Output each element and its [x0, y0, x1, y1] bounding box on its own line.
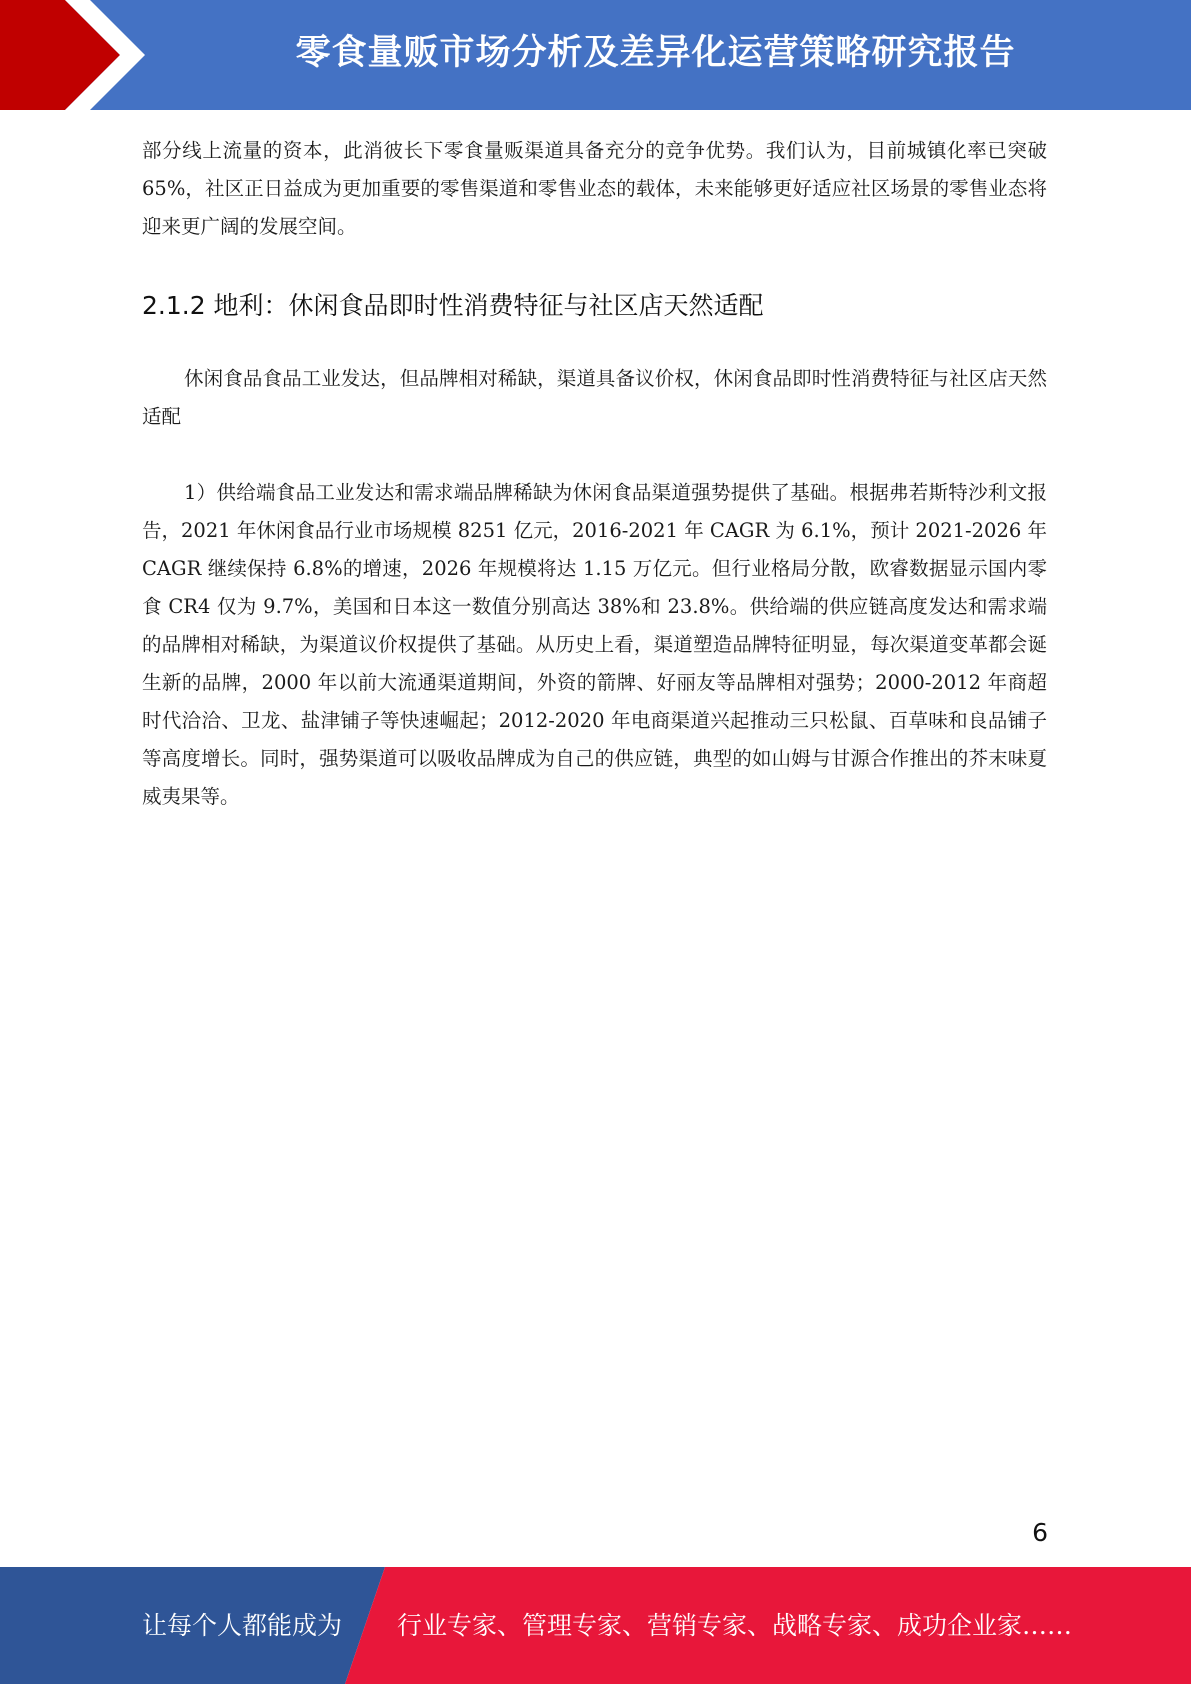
header-banner — [0, 0, 1191, 110]
paragraph: 休闲食品食品工业发达，但品牌相对稀缺，渠道具备议价权，休闲食品即时性消费特征与社区店天然适配 — [142, 367, 1047, 428]
footer-slogan-right: 行业专家、管理专家、营销专家、战略专家、成功企业家…… — [397, 1611, 1073, 1640]
header-arrow-decoration — [0, 0, 160, 110]
page-number: 6 — [1032, 1518, 1048, 1547]
footer-banner — [0, 1567, 1191, 1684]
document-body — [142, 132, 1047, 816]
section-heading: 2.1.2 地利：休闲食品即时性消费特征与社区店天然适配 — [142, 291, 764, 320]
paragraph: 1）供给端食品工业发达和需求端品牌稀缺为休闲食品渠道强势提供了基础。根据弗若斯特沙利文报告，2021 年休闲食品行业市场规模 8251 亿元，2016-2021 年 CAGR 为 6.1%，预计 2021-2026 年 CAGR 继续保持 6.8%的增速，2026 年规模将达 1.15 万亿元。但行业格局分散，欧睿数据显示国内零食 CR4 仅为 9.7%，美国和日本这一数值分别高达 38%和 23.8%。供给端的供应链高度发达和需求端的品牌相对稀缺，为渠道议价权提供了基础。从历史上看，渠道塑造品牌特征明显，每次渠道变革都会诞生新的品牌，2000 年以前大流通渠道期间，外资的箭牌、好丽友等品牌相对强势；2000-2012 年商超时代洽洽、卫龙、盐津铺子等快速崛起；2012-2020 年电商渠道兴起推动三只松鼠、百草味和良品铺子等高度增长。同时，强势渠道可以吸收品牌成为自己的供应链，典型的如山姆与甘源合作推出的芥末味夏威夷果等。 — [142, 481, 1047, 808]
footer-slogan-left: 让每个人都能成为 — [142, 1611, 343, 1640]
paragraph: 部分线上流量的资本，此消彼长下零食量贩渠道具备充分的竞争优势。我们认为，目前城镇化率已突破 65%，社区正日益成为更加重要的零售渠道和零售业态的载体，未来能够更好适应社区场景的零售业态将迎来更广阔的发展空间。 — [142, 139, 1047, 238]
report-title: 零食量贩市场分析及差异化运营策略研究报告 — [295, 33, 1016, 73]
